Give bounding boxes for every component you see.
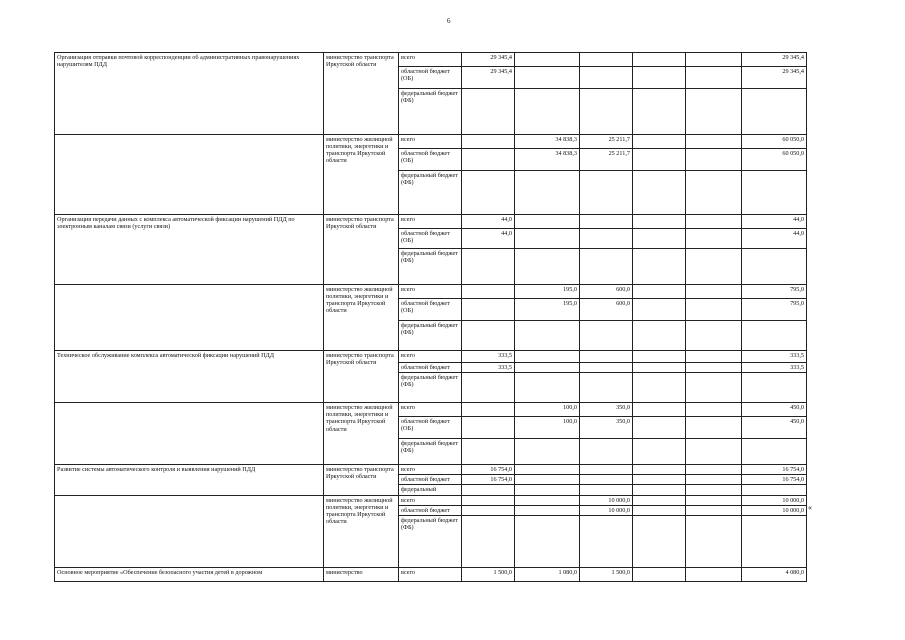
funding-source-cell: областной бюджет (ОБ): [399, 149, 462, 171]
year-value-cell: [462, 171, 515, 215]
year-value-cell: [686, 505, 742, 515]
program-name-cell: [55, 285, 324, 351]
year-value-cell: [686, 249, 742, 285]
funding-source-cell: всего: [399, 495, 462, 505]
table-row: [55, 495, 807, 505]
funding-source-cell: всего: [399, 135, 462, 149]
funding-source-cell: областной бюджет: [399, 363, 462, 373]
table-row: [55, 215, 807, 229]
year-value-cell: [633, 567, 686, 581]
year-value-cell: 29 345,4: [462, 53, 515, 67]
year-value-cell: [462, 285, 515, 299]
year-value-cell: [462, 403, 515, 417]
year-value-cell: [580, 465, 633, 475]
year-value-cell: [633, 373, 686, 403]
total-value-cell: 4 080,0: [742, 567, 807, 581]
year-value-cell: [633, 515, 686, 567]
funding-source-cell: всего: [399, 53, 462, 67]
year-value-cell: 333,5: [462, 363, 515, 373]
year-value-cell: [686, 417, 742, 439]
program-name-cell: Техническое обслуживание комплекса автоматической фиксации нарушений ПДД: [55, 351, 324, 403]
year-value-cell: [580, 249, 633, 285]
executor-cell: министерство жилищной политики, энергетики и транспорта Иркутской области: [324, 495, 399, 567]
year-value-cell: [633, 475, 686, 485]
total-value-cell: 44,0: [742, 229, 807, 249]
total-value-cell: 450,0: [742, 403, 807, 417]
year-value-cell: [515, 321, 580, 351]
year-value-cell: [686, 215, 742, 229]
year-value-cell: [686, 135, 742, 149]
funding-source-cell: областной бюджет (ОБ): [399, 299, 462, 321]
year-value-cell: [580, 229, 633, 249]
year-value-cell: [580, 351, 633, 363]
total-value-cell: [742, 515, 807, 567]
program-name-cell: [55, 135, 324, 215]
year-value-cell: [633, 321, 686, 351]
total-value-cell: 60 050,0: [742, 149, 807, 171]
funding-source-cell: федеральный бюджет (ФБ): [399, 249, 462, 285]
table-row: [55, 351, 807, 363]
program-name-cell: [55, 403, 324, 465]
total-value-cell: [742, 485, 807, 495]
year-value-cell: [633, 439, 686, 465]
year-value-cell: [633, 135, 686, 149]
funding-source-cell: всего: [399, 285, 462, 299]
funding-source-cell: федеральный бюджет (ФБ): [399, 89, 462, 135]
year-value-cell: [633, 229, 686, 249]
executor-cell: министерство транспорта Иркутской области: [324, 351, 399, 403]
table-row: [55, 567, 807, 581]
table-row: [55, 403, 807, 417]
year-value-cell: 350,0: [580, 403, 633, 417]
year-value-cell: 25 211,7: [580, 135, 633, 149]
year-value-cell: [462, 373, 515, 403]
year-value-cell: [515, 439, 580, 465]
executor-cell: министерство транспорта Иркутской области: [324, 215, 399, 285]
year-value-cell: [515, 53, 580, 67]
year-value-cell: [633, 485, 686, 495]
year-value-cell: [686, 373, 742, 403]
year-value-cell: [515, 485, 580, 495]
year-value-cell: [633, 215, 686, 229]
year-value-cell: [633, 299, 686, 321]
funding-source-cell: федеральный: [399, 485, 462, 495]
executor-cell: министерство жилищной политики, энергетики и транспорта Иркутской области: [324, 285, 399, 351]
year-value-cell: [462, 439, 515, 465]
year-value-cell: [633, 67, 686, 89]
year-value-cell: [462, 299, 515, 321]
year-value-cell: [633, 505, 686, 515]
year-value-cell: [686, 171, 742, 215]
year-value-cell: [686, 403, 742, 417]
year-value-cell: [686, 495, 742, 505]
program-name-cell: Организация передачи данных с комплекса автоматической фиксации нарушений ПДД по электронным каналам связи (услуги связи): [55, 215, 324, 285]
year-value-cell: [686, 351, 742, 363]
year-value-cell: [580, 439, 633, 465]
executor-cell: министерство транспорта Иркутской области: [324, 465, 399, 495]
program-name-cell: [55, 495, 324, 567]
year-value-cell: [515, 229, 580, 249]
total-value-cell: 44,0: [742, 215, 807, 229]
year-value-cell: [462, 135, 515, 149]
table-row: [55, 285, 807, 299]
year-value-cell: [633, 53, 686, 67]
total-value-cell: 16 754,0: [742, 465, 807, 475]
year-value-cell: [686, 89, 742, 135]
year-value-cell: [633, 417, 686, 439]
year-value-cell: 10 000,0: [580, 505, 633, 515]
year-value-cell: [686, 475, 742, 485]
year-value-cell: [462, 485, 515, 495]
total-value-cell: 29 345,4: [742, 53, 807, 67]
year-value-cell: [686, 515, 742, 567]
total-value-cell: [742, 373, 807, 403]
year-value-cell: [515, 475, 580, 485]
year-value-cell: 16 754,0: [462, 475, 515, 485]
year-value-cell: [580, 89, 633, 135]
funding-source-cell: всего: [399, 351, 462, 363]
year-value-cell: 1 500,0: [580, 567, 633, 581]
year-value-cell: [686, 149, 742, 171]
year-value-cell: [462, 321, 515, 351]
page-number: 6: [447, 17, 451, 25]
year-value-cell: [515, 495, 580, 505]
year-value-cell: 25 211,7: [580, 149, 633, 171]
funding-source-cell: областной бюджет (ОБ): [399, 229, 462, 249]
year-value-cell: [515, 465, 580, 475]
funding-source-cell: всего: [399, 567, 462, 581]
year-value-cell: [580, 475, 633, 485]
funding-source-cell: всего: [399, 465, 462, 475]
total-value-cell: 333,5: [742, 351, 807, 363]
executor-cell: министерство жилищной политики, энергетики и транспорта Иркутской области: [324, 403, 399, 465]
year-value-cell: 100,0: [515, 417, 580, 439]
year-value-cell: 44,0: [462, 215, 515, 229]
total-value-cell: [742, 89, 807, 135]
budget-table-body: [55, 53, 807, 582]
year-value-cell: [462, 417, 515, 439]
year-value-cell: [686, 321, 742, 351]
year-value-cell: 195,0: [515, 299, 580, 321]
year-value-cell: [515, 67, 580, 89]
year-value-cell: [462, 149, 515, 171]
budget-table: [54, 52, 807, 582]
total-value-cell: [742, 171, 807, 215]
year-value-cell: [686, 439, 742, 465]
year-value-cell: [515, 171, 580, 215]
year-value-cell: [580, 515, 633, 567]
year-value-cell: [686, 485, 742, 495]
year-value-cell: [686, 67, 742, 89]
year-value-cell: 333,5: [462, 351, 515, 363]
program-name-cell: Организация отправки почтовой корреспонденции об административных правонарушениях нарушителям ПДД: [55, 53, 324, 135]
total-value-cell: 450,0: [742, 417, 807, 439]
total-value-cell: 795,0: [742, 285, 807, 299]
executor-cell: министерство жилищной политики, энергетики и транспорта Иркутской области: [324, 135, 399, 215]
total-value-cell: 60 050,0: [742, 135, 807, 149]
year-value-cell: [686, 285, 742, 299]
year-value-cell: [462, 505, 515, 515]
year-value-cell: [686, 53, 742, 67]
year-value-cell: [515, 373, 580, 403]
year-value-cell: 1 080,0: [515, 567, 580, 581]
funding-source-cell: областной бюджет: [399, 475, 462, 485]
table-row: [55, 465, 807, 475]
year-value-cell: [633, 89, 686, 135]
year-value-cell: 10 000,0: [580, 495, 633, 505]
year-value-cell: [515, 249, 580, 285]
year-value-cell: [462, 89, 515, 135]
year-value-cell: 600,0: [580, 299, 633, 321]
funding-source-cell: всего: [399, 403, 462, 417]
total-value-cell: [742, 321, 807, 351]
year-value-cell: [686, 363, 742, 373]
total-value-cell: [742, 249, 807, 285]
year-value-cell: [633, 249, 686, 285]
year-value-cell: [580, 215, 633, 229]
executor-cell: министерство: [324, 567, 399, 581]
year-value-cell: [686, 299, 742, 321]
year-value-cell: 44,0: [462, 229, 515, 249]
year-value-cell: [633, 171, 686, 215]
year-value-cell: 16 754,0: [462, 465, 515, 475]
year-value-cell: 100,0: [515, 403, 580, 417]
year-value-cell: [515, 363, 580, 373]
year-value-cell: [580, 321, 633, 351]
year-value-cell: [515, 505, 580, 515]
year-value-cell: [580, 171, 633, 215]
year-value-cell: [515, 89, 580, 135]
total-value-cell: 29 345,4: [742, 67, 807, 89]
funding-source-cell: федеральный бюджет (ФБ): [399, 439, 462, 465]
total-value-cell: 795,0: [742, 299, 807, 321]
year-value-cell: [633, 403, 686, 417]
total-value-cell: [742, 439, 807, 465]
year-value-cell: 29 345,4: [462, 67, 515, 89]
year-value-cell: [633, 149, 686, 171]
year-value-cell: [462, 495, 515, 505]
year-value-cell: [462, 249, 515, 285]
year-value-cell: [633, 465, 686, 475]
year-value-cell: [515, 515, 580, 567]
program-name-cell: Развитие системы автоматического контроля и выявления нарушений ПДД: [55, 465, 324, 495]
year-value-cell: [462, 515, 515, 567]
program-name-cell: Основное мероприятие «Обеспечение безопасного участия детей в дорожном: [55, 567, 324, 581]
year-value-cell: 195,0: [515, 285, 580, 299]
funding-source-cell: федеральный бюджет (ФБ): [399, 321, 462, 351]
year-value-cell: 34 838,3: [515, 149, 580, 171]
funding-source-cell: федеральный бюджет (ФБ): [399, 171, 462, 215]
year-value-cell: 350,0: [580, 417, 633, 439]
year-value-cell: [515, 215, 580, 229]
year-value-cell: [580, 67, 633, 89]
funding-source-cell: федеральный бюджет (ФБ): [399, 373, 462, 403]
year-value-cell: [633, 285, 686, 299]
funding-source-cell: областной бюджет: [399, 505, 462, 515]
year-value-cell: 600,0: [580, 285, 633, 299]
year-value-cell: [633, 351, 686, 363]
year-value-cell: [580, 485, 633, 495]
total-value-cell: 333,5: [742, 363, 807, 373]
year-value-cell: [580, 363, 633, 373]
year-value-cell: 34 838,3: [515, 135, 580, 149]
year-value-cell: [686, 567, 742, 581]
year-value-cell: 1 500,0: [462, 567, 515, 581]
year-value-cell: [633, 495, 686, 505]
year-value-cell: [580, 373, 633, 403]
table-row: [55, 135, 807, 149]
year-value-cell: [515, 351, 580, 363]
funding-source-cell: всего: [399, 215, 462, 229]
funding-source-cell: областной бюджет (ОБ): [399, 67, 462, 89]
year-value-cell: [686, 465, 742, 475]
funding-source-cell: областной бюджет (ОБ): [399, 417, 462, 439]
year-value-cell: [580, 53, 633, 67]
table-row: [55, 53, 807, 67]
total-value-cell: 10 000,0: [742, 505, 807, 515]
executor-cell: министерство транспорта Иркутской области: [324, 53, 399, 135]
year-value-cell: [686, 229, 742, 249]
total-value-cell: 16 754,0: [742, 475, 807, 485]
total-value-cell: 10 000,0: [742, 495, 807, 505]
margin-mark: «: [808, 503, 812, 512]
funding-source-cell: федеральный бюджет (ФБ): [399, 515, 462, 567]
year-value-cell: [633, 363, 686, 373]
